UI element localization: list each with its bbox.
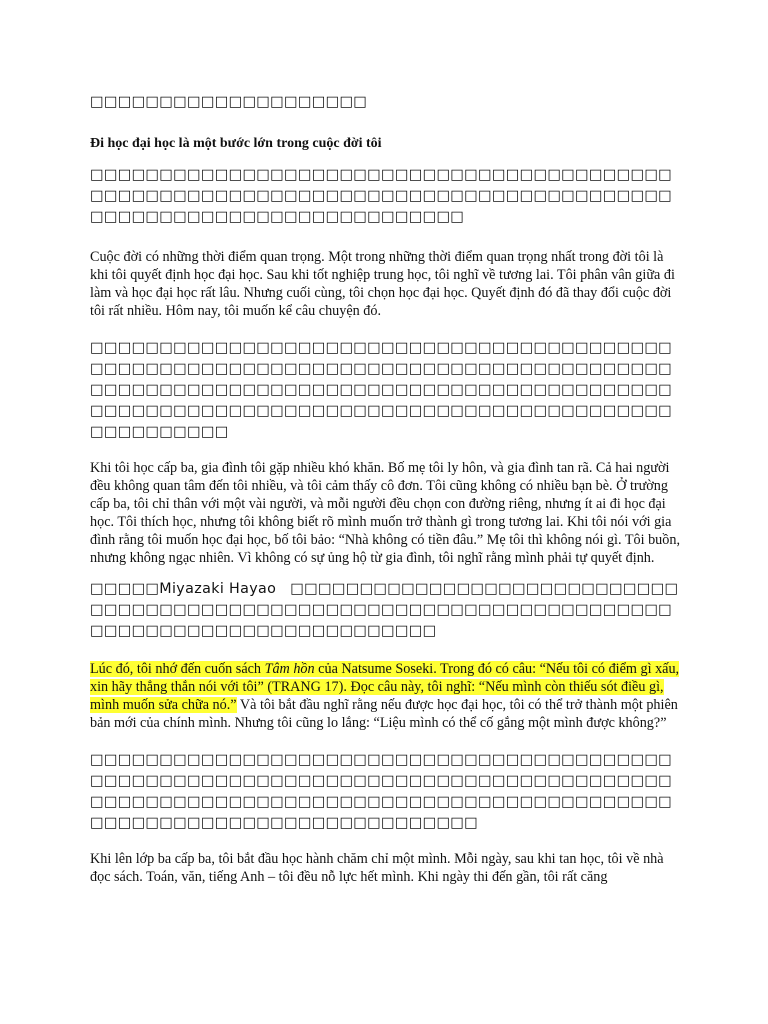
highlighted-text-b: của Natsume Soseki. Trong đó có câu: “Nếu tôi có điểm gì xấu, xin hãy thẳng thắn nói với tôi” (TRANG 17). Đọc câu này, tôi nghĩ: “Nếu mình còn thiếu sót điều gì, mình muốn sửa chữa nó.”	[90, 661, 680, 713]
document-page	[90, 90, 680, 886]
paragraph-3-cjk	[90, 579, 680, 642]
paragraph-4-vietnamese: Khi lên lớp ba cấp ba, tôi bắt đầu học hành chăm chỉ một mình. Mỗi ngày, sau khi tan học, tôi về nhà đọc sách. Toán, văn, tiếng Anh – tôi đều nỗ lực hết mình. Khi ngày thi đến gần, tôi rất căng	[90, 851, 664, 885]
book-title: Tâm hồn	[264, 661, 315, 677]
paragraph-3-vietnamese	[90, 660, 680, 732]
highlighted-text-a: Lúc đó, tôi nhớ đến cuốn sách	[90, 661, 265, 677]
document-title-cjk: □□□□□□□□□□□□□□□□□□□□	[90, 94, 368, 110]
paragraph-3-vietnamese-rest: Và tôi bắt đầu nghĩ rằng nếu được học đại học, tôi có thể trở thành một phiên bản mới của chính mình. Nhưng tôi cũng lo lắng: “Liệu mình có thể cố gắng một mình được không?”	[90, 697, 678, 731]
paragraph-2-cjk: □□□□□□□□□□□□□□□□□□□□□□□□□□□□□□□□□□□□□□□□□□□□□□□□□□□□□□□□□□□□□□□□□□□□□□□□□□□□□□□□□□□□□□□□□□□□□□□□□□□□□□□□□□□□□□□□□□□□□□□□□□□□□□□□□□□□□□□□□□□□□□□□□□□□□□□□□□□□□□□□□□□□□□□□□□□□□□□□□□	[90, 340, 673, 440]
paragraph-1-vietnamese: Cuộc đời có những thời điểm quan trọng. Một trong những thời điểm quan trọng nhất trong đời tôi là khi tôi quyết định học đại học. Sau khi tốt nghiệp trung học, tôi nghĩ về tương lai. Tôi phân vân giữa đi làm và học đại học rất lâu. Nhưng cuối cùng, tôi chọn học đại học. Quyết định đó đã thay đổi cuộc đời tôi rất nhiều. Hôm nay, tôi muốn kể câu chuyện đó.	[90, 249, 675, 319]
paragraph-3-cjk-prefix: □□□□□	[90, 581, 160, 597]
document-subtitle: Đi học đại học là một bước lớn trong cuộc đời tôi	[90, 136, 382, 151]
paragraph-4-cjk: □□□□□□□□□□□□□□□□□□□□□□□□□□□□□□□□□□□□□□□□□□□□□□□□□□□□□□□□□□□□□□□□□□□□□□□□□□□□□□□□□□□□□□□□□□□□□□□□□□□□□□□□□□□□□□□□□□□□□□□□□□□□□□□□□□□□□□□□□□□□□□□□□□□□□□□□□□	[90, 752, 673, 831]
paragraph-1-cjk: □□□□□□□□□□□□□□□□□□□□□□□□□□□□□□□□□□□□□□□□□□□□□□□□□□□□□□□□□□□□□□□□□□□□□□□□□□□□□□□□□□□□□□□□□□□□□□□□□□□□□□□□□□□□□□□	[90, 167, 673, 225]
paragraph-3-cjk-rest: □□□□□□□□□□□□□□□□□□□□□□□□□□□□□□□□□□□□□□□□□□□□□□□□□□□□□□□□□□□□□□□□□□□□□□□□□□□□□□□□□□□□□□□□□□□□□□□	[90, 581, 679, 639]
paragraph-2-vietnamese: Khi tôi học cấp ba, gia đình tôi gặp nhiều khó khăn. Bố mẹ tôi ly hôn, và gia đình tan rã. Cả hai người đều không quan tâm đến tôi nhiều, và tôi cảm thấy cô đơn. Tôi cũng không có nhiều bạn bè. Ở trường cấp ba, tôi chỉ thân với một vài người, và mỗi người đều chọn con đường riêng, nhưng ít ai đi học đại học. Tôi thích học, nhưng tôi không biết rõ mình muốn trở thành gì trong tương lai. Khi tôi nói với gia đình rằng tôi muốn học đại học, bố tôi bảo: “Nhà không có tiền đâu.” Mẹ tôi thì không nói gì. Tôi buồn, nhưng không ngạc nhiên. Vì không có sự ủng hộ từ gia đình, tôi nghĩ rằng mình phải tự quyết định.	[90, 460, 681, 566]
paragraph-3-latin-name: Miyazaki Hayao	[159, 581, 277, 597]
